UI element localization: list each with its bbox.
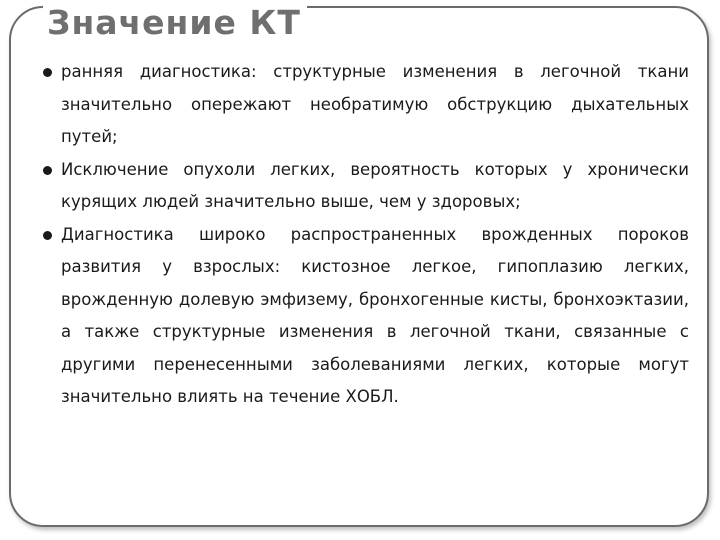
bullet-dot-icon bbox=[43, 166, 52, 175]
bullet-text: Исключение опухоли легких, вероятность которых у хронически курящих людей значительно выше, чем у здоровых; bbox=[61, 159, 689, 211]
bullet-text: Диагностика широко распространенных врожденных пороков развития у взрослых: кистозное легкое, гипоплазию легких, врожденную долевую эмфизему, бронхогенные кисты, бронхоэктазии, а также структурные изменения в легочной ткани, связанные с другими перенесенными заболеваниями легких, которые могут значительно влиять на течение ХОБЛ. bbox=[61, 224, 689, 406]
bullet-list bbox=[41, 56, 689, 414]
bullet-dot-icon bbox=[43, 68, 52, 77]
bullet-item bbox=[41, 154, 689, 219]
slide-title: Значение КТ bbox=[43, 0, 307, 46]
bullet-item bbox=[41, 219, 689, 414]
bullet-dot-icon bbox=[43, 231, 52, 240]
bullet-text: ранняя диагностика: структурные изменения в легочной ткани значительно опережают необратимую обструкцию дыхательных путей; bbox=[61, 62, 689, 146]
bullet-item bbox=[41, 56, 689, 154]
